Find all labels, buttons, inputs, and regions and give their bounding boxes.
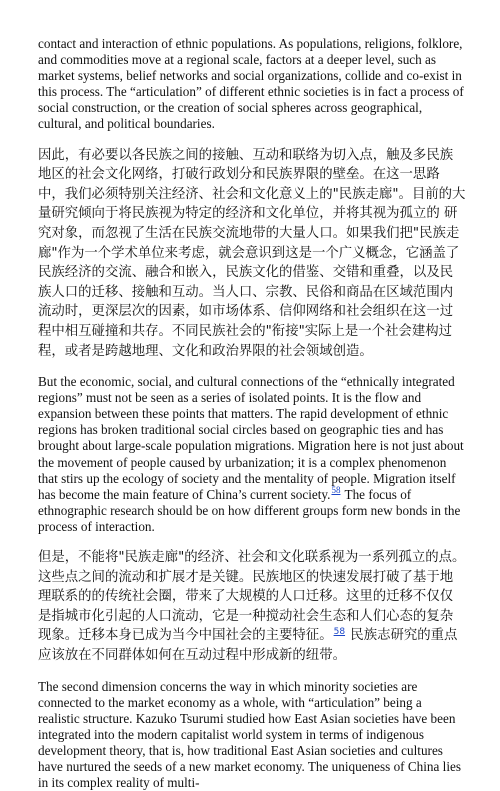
paragraph-en-2 — [38, 374, 466, 535]
paragraph-en-1 — [38, 36, 466, 133]
paragraph-en-3 — [38, 679, 466, 791]
paragraph-text: The second dimension concerns the way in which minority societies are connected to the market economy as a whole, with “articulation” being a realistic structure. Kazuko Tsurumi studied how East Asian societies have been integrated into the modern capitalist world system in terms of indigenous development theory, that is, how traditional East Asian societies and cultures have nurtured the seeds of a new market economy. The uniqueness of China lies in its complex reality of multi- — [38, 678, 461, 791]
footnote-link-58[interactable]: 58 — [331, 485, 341, 496]
footnote-link-58-zh[interactable]: 58 — [333, 626, 346, 637]
paragraph-text: contact and interaction of ethnic populations. As populations, religions, folklore, and commodities move at a regional scale, factors at a deeper level, such as market systems, belief networks and social organizations, collide and co-exist in this process. The “articulation” of different ethnic societies is in fact a process of social construction, or the creation of social spheres across geographical, cultural, and political boundaries. — [38, 36, 464, 132]
paragraph-text: The focus of ethnographic research should be on how different groups form new bonds in the process of interaction. — [38, 486, 461, 534]
paragraph-zh-2 — [38, 548, 466, 666]
paragraph-text: 因此，有必要以各民族之间的接触、互动和联络为切入点，触及多民族地区的社会文化网络，打破行政划分和民族界限的壁垒。在这一思路中，我们必须特别关注经济、社会和文化意义上的"民族走廊"。目前的大量研究倾向于将民族视为特定的经济和文化单位，并将其视为孤立的 研究对象，而忽视了生活在民族交流地带的大量人口。如果我们把"民族走廊"作为一个学术单位来考虑，就会意识到这是一个广义概念，它涵盖了民族经济的交流、融合和嵌入，民族文化的借鉴、交错和重叠，以及民族人口的迁移、接触和互动。当人口、宗教、民俗和商品在区域范围内流动时，更深层次的因素，如市场体系、信仰网络和社会组织在这一过程中相互碰撞和共存。不同民族社会的"衔接"实际上是一个社会建构过程，或者是跨越地理、文化和政治界限的社会领域创造。 — [38, 147, 466, 359]
paragraph-zh-1 — [38, 146, 466, 362]
paragraph-text: 但是，不能将"民族走廊"的经济、社会和文化联系视为一系列孤立的点。这些点之间的流动和扩展才是关键。民族地区的快速发展打破了基于地理联系的的传统社会圈，带来了大规模的人口迁移。这里的迁移不仅仅是指城市化引起的人口流动，它是一种搅动社会生态和人们心态的复杂现象。迁移本身已成为当今中国社会的主要特征。 — [38, 550, 466, 644]
paragraph-text: But the economic, social, and cultural connections of the “ethnically integrated regions” must not be seen as a series of isolated points. It is the flow and expansion between these points that matters. The rapid development of ethnic regions has broken traditional social circles based on geographic ties and has brought about large-scale population migrations. Migration here is not just about the movement of people caused by urbanization; it is a complex phenomenon that stirs up the ecology of society and the mentality of people. Migration itself has become the main feature of China’s current society. — [38, 374, 464, 502]
paragraph-text: 民族志研究的重点应该放在不同群体如何在互动过程中形成新的纽带。 — [38, 628, 458, 663]
